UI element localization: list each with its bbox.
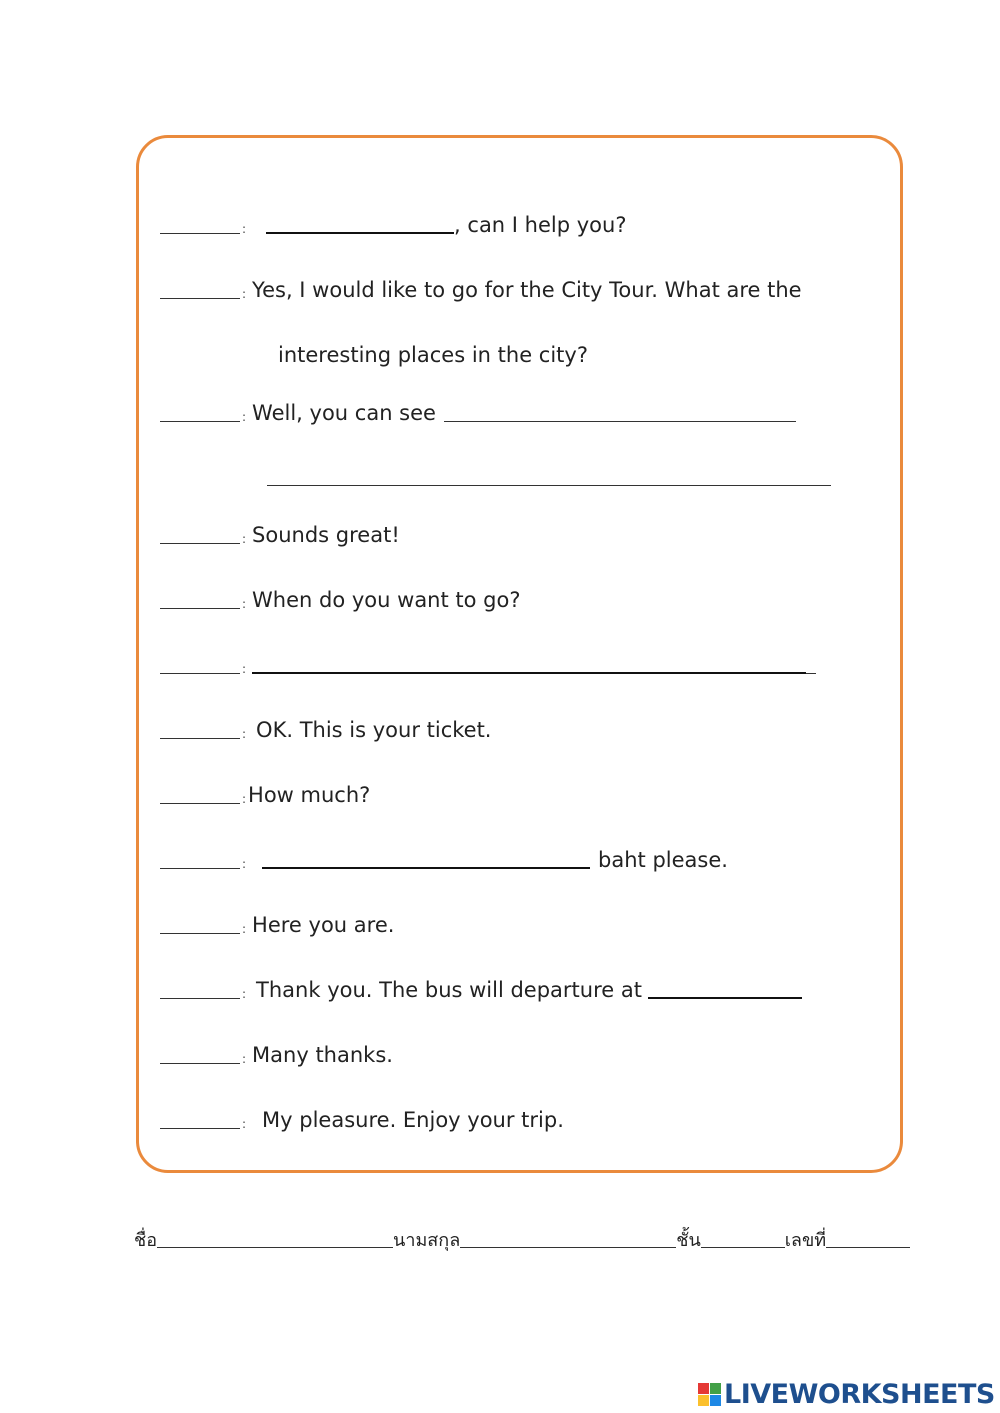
speaker-blank[interactable] bbox=[160, 542, 240, 544]
number-blank[interactable] bbox=[826, 1246, 910, 1248]
dialogue-line-4 bbox=[160, 520, 400, 550]
line-text: Here you are. bbox=[252, 913, 395, 937]
dialogue-line-9 bbox=[160, 845, 728, 875]
line-text: How much? bbox=[248, 783, 371, 807]
speaker-blank[interactable] bbox=[160, 672, 240, 674]
logo-text: LIVEWORKSHEETS bbox=[724, 1378, 995, 1410]
surname-blank[interactable] bbox=[460, 1246, 676, 1248]
line-text: OK. This is your ticket. bbox=[256, 718, 492, 742]
line-text: , can I help you? bbox=[454, 213, 627, 237]
dialogue-line-6 bbox=[160, 650, 816, 680]
dialogue-line-3-blank bbox=[267, 462, 831, 492]
speaker-blank[interactable] bbox=[160, 802, 240, 804]
class-label: ชั้น bbox=[676, 1230, 701, 1251]
dialogue-line-11 bbox=[160, 975, 802, 1005]
dialogue-line-10 bbox=[160, 910, 394, 940]
colon: : bbox=[242, 987, 247, 1001]
colon: : bbox=[242, 597, 247, 611]
colon: : bbox=[242, 532, 247, 546]
dialogue-line-2-continued bbox=[278, 340, 588, 370]
speaker-blank[interactable] bbox=[160, 297, 240, 299]
price-blank[interactable] bbox=[262, 866, 590, 869]
speaker-blank[interactable] bbox=[160, 997, 240, 999]
speaker-blank[interactable] bbox=[160, 607, 240, 609]
surname-label: นามสกุล bbox=[393, 1230, 461, 1251]
dialogue-line-12 bbox=[160, 1040, 393, 1070]
dialogue-line-13 bbox=[160, 1105, 564, 1135]
line-text: My pleasure. Enjoy your trip. bbox=[262, 1108, 564, 1132]
speaker-blank[interactable] bbox=[160, 420, 240, 422]
departure-time-blank[interactable] bbox=[648, 996, 802, 999]
speaker-blank[interactable] bbox=[160, 1062, 240, 1064]
name-blank[interactable] bbox=[157, 1246, 393, 1248]
time-answer-blank[interactable] bbox=[252, 671, 806, 674]
dialogue-line-7 bbox=[160, 715, 492, 745]
greeting-blank[interactable] bbox=[266, 231, 454, 234]
logo-square-blue bbox=[710, 1395, 721, 1406]
colon: : bbox=[242, 727, 247, 741]
number-label: เลขที่ bbox=[784, 1230, 827, 1251]
places-blank-2[interactable] bbox=[267, 484, 831, 486]
colon: : bbox=[242, 222, 247, 236]
liveworksheets-logo bbox=[698, 1378, 995, 1410]
colon: : bbox=[242, 410, 247, 424]
dialogue-line-8 bbox=[160, 780, 370, 810]
line-text: Well, you can see bbox=[252, 401, 436, 425]
logo-icon bbox=[698, 1383, 721, 1406]
colon: : bbox=[242, 662, 247, 676]
time-answer-blank-end bbox=[806, 672, 816, 674]
colon: : bbox=[242, 922, 247, 936]
speaker-blank[interactable] bbox=[160, 867, 240, 869]
line-text: interesting places in the city? bbox=[278, 343, 588, 367]
colon: : bbox=[242, 1052, 247, 1066]
speaker-blank[interactable] bbox=[160, 1127, 240, 1129]
line-text: When do you want to go? bbox=[252, 588, 521, 612]
speaker-blank[interactable] bbox=[160, 232, 240, 234]
line-text: Many thanks. bbox=[252, 1043, 393, 1067]
logo-square-yellow bbox=[698, 1395, 709, 1406]
colon: : bbox=[242, 1117, 247, 1131]
dialogue-line-2 bbox=[160, 275, 802, 305]
line-text: Yes, I would like to go for the City Tour. What are the bbox=[252, 278, 802, 302]
student-info-footer bbox=[134, 1224, 910, 1254]
logo-square-green bbox=[710, 1383, 721, 1394]
line-text: baht please. bbox=[598, 848, 728, 872]
line-text: Thank you. The bus will departure at bbox=[256, 978, 642, 1002]
logo-square-red bbox=[698, 1383, 709, 1394]
dialogue-line-3 bbox=[160, 398, 796, 428]
name-label: ชื่อ bbox=[134, 1230, 158, 1251]
places-blank-1[interactable] bbox=[444, 420, 796, 422]
colon: : bbox=[242, 792, 247, 806]
line-text: Sounds great! bbox=[252, 523, 400, 547]
class-blank[interactable] bbox=[701, 1246, 785, 1248]
colon: : bbox=[242, 857, 247, 871]
colon: : bbox=[242, 287, 247, 301]
speaker-blank[interactable] bbox=[160, 932, 240, 934]
dialogue-line-5 bbox=[160, 585, 520, 615]
dialogue-line-1 bbox=[160, 210, 626, 240]
speaker-blank[interactable] bbox=[160, 737, 240, 739]
